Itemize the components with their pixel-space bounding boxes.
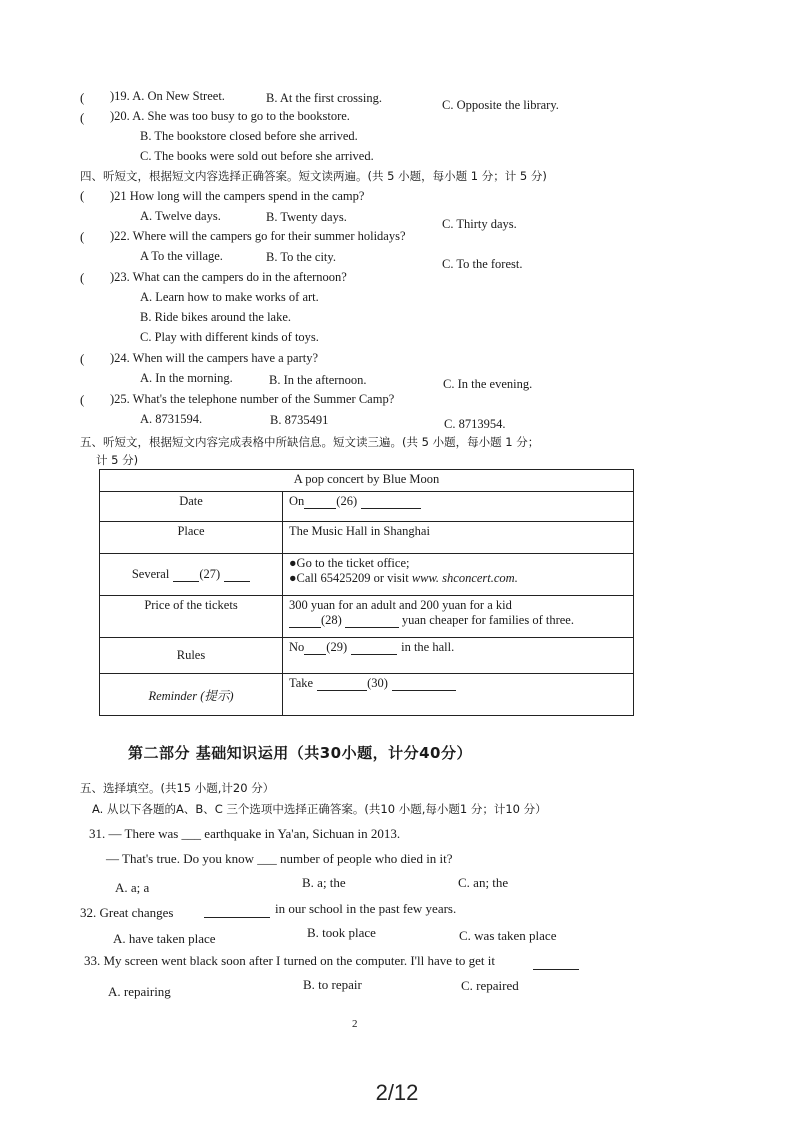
blank-number-28: (28) [321, 613, 342, 627]
ticket-way-office: ●Go to the ticket office; [289, 556, 410, 570]
place-label: Place [100, 522, 283, 554]
section5-title-line2: 计 5 分) [96, 453, 139, 467]
section5b-sub-a: A. 从以下各题的A、B、C 三个选项中选择正确答案。(共10 小题,每小题1 分；计10 分） [92, 802, 547, 816]
q22-option-b: B. To the city. [266, 250, 336, 264]
q32-option-a: A. have taken place [113, 931, 216, 946]
answer-blank [361, 496, 421, 509]
q25-stem: )25. What's the telephone number of the Summer Camp? [110, 392, 395, 406]
rules-suffix: in the hall. [401, 640, 455, 654]
concert-info-table [99, 469, 634, 716]
q21-option-a: A. Twelve days. [140, 209, 221, 223]
answer-paren: ( [80, 351, 85, 366]
reminder-prefix: Take [289, 676, 314, 690]
q33-option-a: A. repairing [108, 984, 171, 999]
blank-number-27: (27) [199, 567, 221, 581]
q32-stem-post: in our school in the past few years. [275, 901, 457, 916]
q25-option-b: B. 8735491 [270, 413, 329, 427]
price-cell [283, 596, 634, 638]
price-line1: 300 yuan for an adult and 200 yuan for a kid [289, 598, 512, 612]
blank-number-29: (29) [326, 640, 348, 654]
q20-stem: )20. A. She was too busy to go to the bookstore. [110, 109, 350, 123]
q19-option-c: C. Opposite the library. [442, 98, 559, 112]
date-label: Date [100, 492, 283, 522]
answer-paren: ( [80, 188, 85, 203]
q22-stem: )22. Where will the campers go for their summer holidays? [110, 229, 406, 243]
q20-option-c: C. The books were sold out before she arrived. [140, 149, 374, 163]
q19-stem-a: )19. A. On New Street. [110, 89, 225, 103]
answer-blank [173, 569, 199, 582]
q31-option-c: C. an; the [458, 875, 509, 890]
q33-option-b: B. to repair [303, 977, 362, 992]
q33-option-c: C. repaired [461, 978, 519, 993]
answer-paren: ( [80, 270, 85, 285]
page-number: 2 [352, 1018, 358, 1030]
answer-blank [392, 678, 456, 691]
answer-blank [224, 569, 250, 582]
q19-option-b: B. At the first crossing. [266, 91, 382, 105]
section5-title-line1: 五、听短文，根据短文内容完成表格中所缺信息。短文读三遍。(共 5 小题，每小题 1 分； [80, 435, 540, 449]
several-cell [100, 554, 283, 596]
q32-option-c: C. was taken place [459, 928, 557, 943]
concert-website: www. shconcert.com. [411, 571, 518, 585]
rules-label: Rules [100, 638, 283, 674]
q24-stem: )24. When will the campers have a party? [110, 351, 319, 365]
part2-title: 第二部分 基础知识运用（共30小题，计分40分） [128, 744, 472, 762]
answer-blank [289, 615, 321, 628]
q25-option-a: A. 8731594. [140, 412, 203, 426]
section5b-title: 五、选择填空。(共15 小题,计20 分） [80, 781, 275, 795]
date-prefix: On [289, 494, 305, 508]
price-line2-text: yuan cheaper for families of three. [401, 613, 574, 627]
q31-option-a: A. a; a [115, 880, 150, 895]
q22-option-a: A To the village. [140, 249, 223, 263]
q23-stem: )23. What can the campers do in the afternoon? [110, 270, 347, 284]
date-cell [283, 492, 634, 522]
q21-option-b: B. Twenty days. [266, 210, 347, 224]
several-prefix: Several [131, 567, 170, 581]
q31-line1: 31. — There was ___ earthquake in Ya'an, Sichuan in 2013. [89, 826, 401, 841]
blank-number-30: (30) [367, 676, 388, 690]
answer-blank [351, 642, 397, 655]
q24-option-a: A. In the morning. [140, 371, 233, 385]
price-label: Price of the tickets [100, 596, 283, 638]
answer-blank [345, 615, 399, 628]
answer-paren: ( [80, 90, 85, 105]
answer-blank [304, 496, 336, 509]
q31-line2: — That's true. Do you know ___ number of people who died in it? [106, 851, 453, 866]
rules-prefix: No [289, 640, 305, 654]
q22-option-c: C. To the forest. [442, 257, 523, 271]
q23-option-a: A. Learn how to make works of art. [140, 290, 319, 304]
price-line2 [289, 613, 627, 628]
section4-title: 四、听短文，根据短文内容选择正确答案。短文读两遍。(共 5 小题，每小题 1 分；计 5 分) [80, 169, 547, 183]
reminder-label: Reminder (提示) [100, 674, 283, 716]
viewer-page-indicator: 2/12 [375, 1080, 419, 1105]
q32-stem-pre: 32. Great changes [80, 905, 174, 920]
answer-paren: ( [80, 392, 85, 407]
q32-option-b: B. took place [307, 925, 376, 940]
q24-option-b: B. In the afternoon. [269, 373, 367, 387]
answer-blank [533, 957, 579, 970]
q21-option-c: C. Thirty days. [442, 217, 517, 231]
q23-option-c: C. Play with different kinds of toys. [140, 330, 319, 344]
answer-blank [204, 905, 270, 918]
reminder-cell [283, 674, 634, 716]
q33-stem: 33. My screen went black soon after I turned on the computer. I'll have to get it [84, 953, 495, 968]
answer-blank [304, 642, 326, 655]
q31-option-b: B. a; the [302, 875, 346, 890]
blank-number-26: (26) [336, 494, 358, 508]
place-value: The Music Hall in Shanghai [283, 522, 634, 554]
ticket-ways-cell [283, 554, 634, 596]
table-header: A pop concert by Blue Moon [100, 470, 634, 492]
q20-option-b: B. The bookstore closed before she arrived. [140, 129, 358, 143]
q24-option-c: C. In the evening. [443, 377, 533, 391]
answer-blank [317, 678, 367, 691]
q23-option-b: B. Ride bikes around the lake. [140, 310, 292, 324]
ticket-way-call-text: ●Call 65425209 or visit [289, 571, 412, 585]
q25-option-c: C. 8713954. [444, 417, 506, 431]
ticket-way-call [289, 571, 627, 586]
q21-stem: )21 How long will the campers spend in the camp? [110, 189, 365, 203]
answer-paren: ( [80, 110, 85, 125]
answer-paren: ( [80, 229, 85, 244]
rules-cell [283, 638, 634, 674]
